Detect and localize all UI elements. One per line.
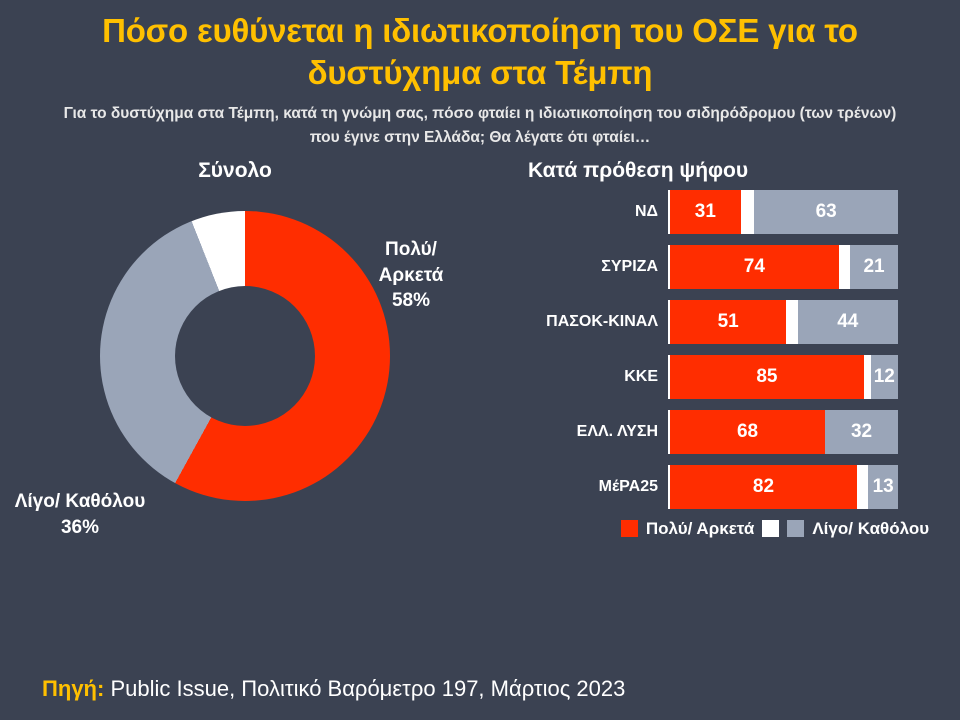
source-text: Public Issue, Πολιτικό Βαρόμετρο 197, Μάρτιος 2023 [110,676,626,701]
donut-label-low-value: 36% [60,516,100,538]
bar-segment-gap [857,465,868,509]
legend-swatch-gap-icon [762,520,779,537]
donut-label-low-name: Λίγο/ Καθόλου [14,490,146,512]
bar-category-label: ΚΚΕ [624,367,658,385]
donut-label-high-name: Πολύ/ Αρκετά [378,238,444,286]
bar-track [668,300,898,344]
legend-swatch-low-icon [787,520,804,537]
bar-chart-title: Κατά πρόθεση ψήφου [528,158,749,182]
bar-category-label: ΠΑΣΟΚ-ΚΙΝΑΛ [546,312,658,330]
bar-segment-gap [864,355,871,399]
bar-row [480,189,960,235]
source-prefix: Πηγή: [42,676,105,701]
bar-segment-gap [839,245,850,289]
bar-segment-high: 74 [670,245,839,289]
bar-row [480,299,960,345]
donut-hole [175,286,315,426]
bar-segment-low: 32 [825,410,898,454]
page-subtitle: Για το δυστύχημα στα Τέμπη, κατά τη γνώμη σας, πόσο φταίει η ιδιωτικοποίηση του σιδηρόδρομου (των τρένων) που έγινε στην Ελλάδα; Θα λέγατε ότι φταίει… [63,105,897,146]
bar-category-label: ΜέΡΑ25 [598,477,658,495]
bar-segment-gap [786,300,797,344]
legend-label-high: Πολύ/ Αρκετά [645,518,755,538]
donut-label-high [352,237,470,314]
chart-legend [470,519,960,539]
donut-chart-panel [0,159,470,589]
donut-ring [100,211,390,501]
bar-segment-low: 12 [871,355,898,399]
donut-chart-title: Σύνολο [198,158,272,182]
bar-segment-low: 63 [754,190,898,234]
bar-segment-high: 85 [670,355,864,399]
bar-row [480,244,960,290]
bar-segment-gap [741,190,755,234]
bar-track [668,355,898,399]
bar-chart [470,189,960,510]
bar-chart-panel [470,159,960,589]
bar-segment-high: 51 [670,300,786,344]
bar-row [480,464,960,510]
bar-track [668,465,898,509]
bar-track [668,245,898,289]
page-title: Πόσο ευθύνεται η ιδιωτικοποίηση του ΟΣΕ για το δυστύχημα στα Τέμπη [102,12,858,92]
legend-swatch-high-icon [621,520,638,537]
source-note [42,676,625,702]
bar-segment-low: 21 [850,245,898,289]
bar-segment-high: 68 [670,410,825,454]
bar-segment-high: 31 [670,190,741,234]
bar-segment-low: 13 [868,465,898,509]
legend-label-low: Λίγο/ Καθόλου [812,518,930,538]
donut-label-low [10,489,150,540]
bar-segment-low: 44 [798,300,898,344]
bar-row [480,354,960,400]
bar-category-label: ΕΛΛ. ΛΥΣΗ [576,422,658,440]
bar-track [668,190,898,234]
bar-category-label: ΣΥΡΙΖΑ [601,257,658,275]
charts-container [0,159,960,589]
bar-category-label: ΝΔ [634,202,658,220]
bar-track [668,410,898,454]
bar-row [480,409,960,455]
bar-segment-high: 82 [670,465,857,509]
donut-label-high-value: 58% [391,290,431,312]
donut-chart [0,189,470,569]
